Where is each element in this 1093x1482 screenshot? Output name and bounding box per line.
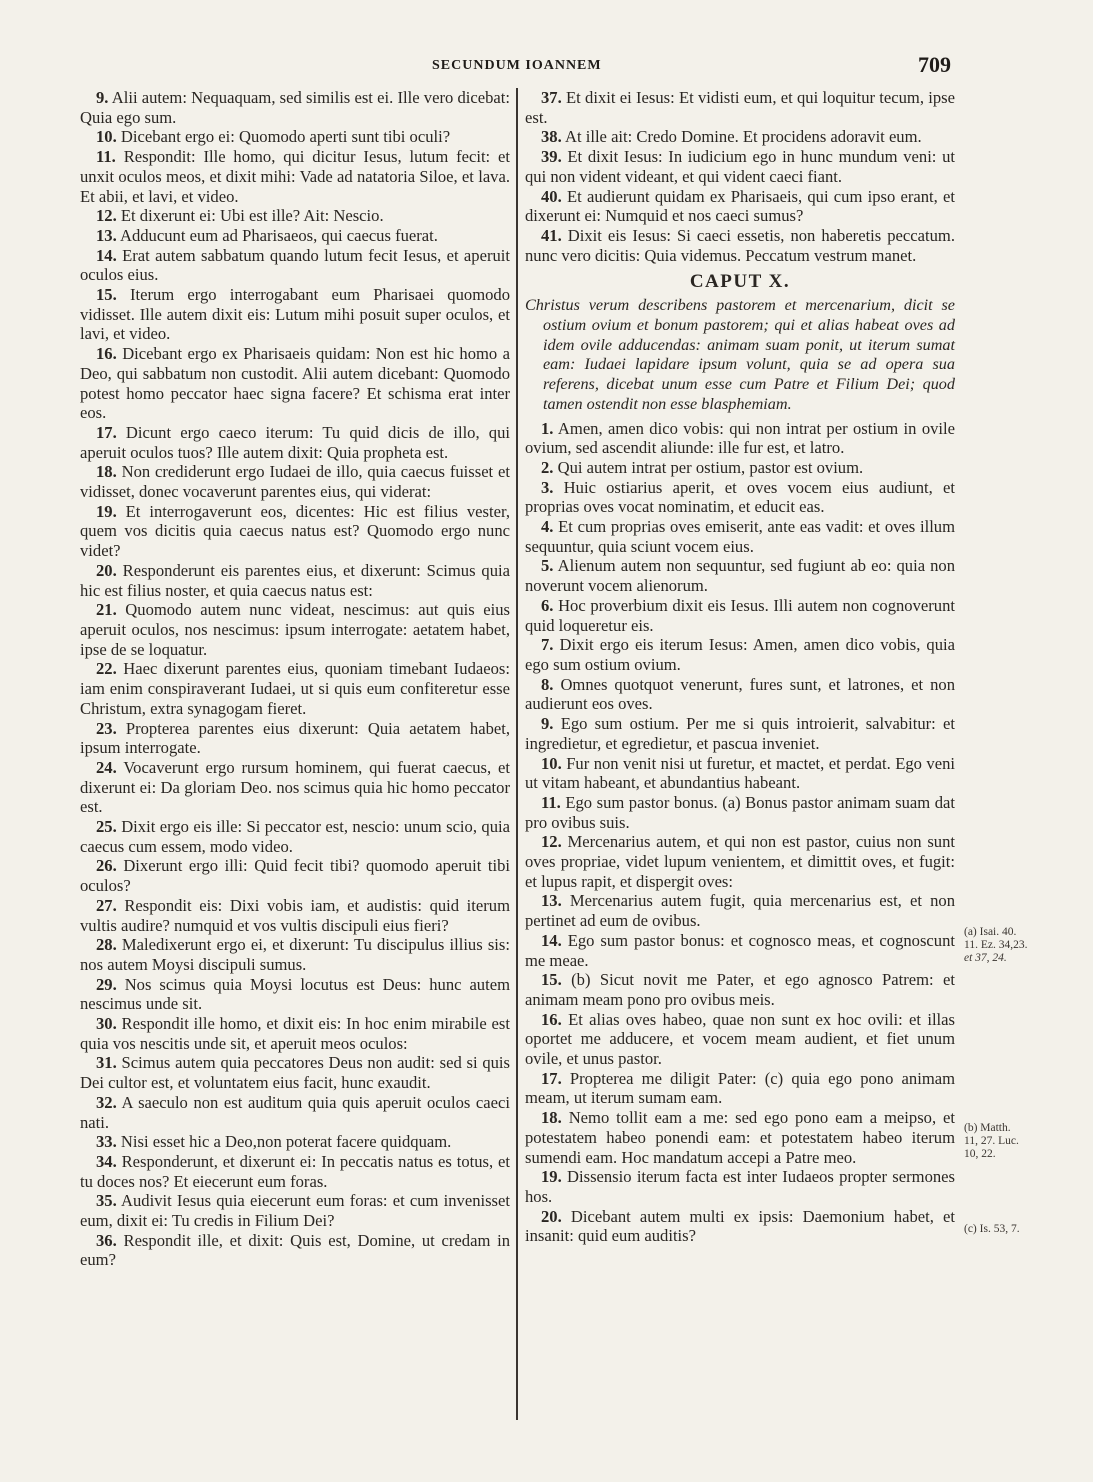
verse-number: 33.	[96, 1132, 117, 1152]
verse-number: 37.	[541, 88, 562, 107]
verse-number: 38.	[541, 127, 562, 147]
verse	[80, 285, 510, 344]
verse	[525, 1010, 955, 1069]
verse-number: 10.	[96, 127, 117, 147]
verse	[80, 856, 510, 895]
verse-text: Alienum autem non sequuntur, sed fugiunt ab eo: quia non noverunt vocem alienorum.	[525, 556, 956, 596]
verse-number: 11.	[541, 792, 561, 812]
verse-text: Qui autem intrat per ostium, pastor est ovium.	[557, 457, 864, 477]
verse	[525, 458, 955, 478]
verse-text: Adducunt eum ad Pharisaeos, qui caecus fuerat.	[119, 225, 438, 245]
verse	[525, 931, 955, 970]
verse-number: 8.	[541, 674, 554, 694]
verse-text: Maledixerunt ergo ei, et dixerunt: Tu discipulus illius sis: nos autem Moysi discipuli sumus.	[80, 935, 510, 974]
verse-text: Respondit: Ille homo, qui dicitur Iesus, lutum fecit: et unxit oculos meos, et dixit mihi: Vade ad natatoria Siloe, et lava. Et abii, et lavi, et video.	[80, 147, 510, 206]
verse-text: Dicebant autem multi ex ipsis: Daemonium habet, et insanit: quid eum auditis?	[525, 1206, 955, 1246]
verse	[80, 817, 510, 856]
verse-text: Dixit ergo eis ille: Si peccator est, nescio: unum scio, quia caecus cum essem, modo video.	[80, 817, 510, 856]
verse	[80, 226, 510, 246]
verse-number: 19.	[96, 501, 117, 521]
verse-text: Hoc proverbium dixit eis Iesus. Illi autem non cognoverunt quid loqueretur eis.	[525, 595, 955, 635]
verse-number: 20.	[96, 560, 117, 580]
verse-number: 11.	[96, 147, 116, 167]
verse-number: 1.	[541, 418, 554, 438]
verse	[80, 600, 510, 659]
margin-note-a	[964, 926, 1056, 965]
verse-number: 22.	[96, 659, 117, 679]
verse-text: Ego sum ostium. Per me si quis introierit, salvabitur: et ingredietur, et egredietur, et pascua inveniet.	[525, 714, 955, 753]
verses-chapter-ix-end	[525, 88, 955, 265]
verse-number: 16.	[96, 344, 117, 364]
verse-number: 40.	[541, 186, 562, 206]
verse	[525, 970, 955, 1009]
verse-number: 6.	[541, 595, 554, 615]
verse	[525, 147, 955, 186]
verse	[525, 891, 955, 930]
verse	[80, 246, 510, 285]
verse-number: 31.	[96, 1053, 117, 1073]
verse	[80, 344, 510, 423]
verse	[80, 1132, 510, 1152]
margin-note-line: 11. Ez. 34,23.	[964, 939, 1028, 951]
verse-text: Et interrogaverunt eos, dicentes: Hic est filius vester, quem vos dicitis quia caecus natus est? Quomodo ergo nunc videt?	[80, 501, 510, 561]
page-number: 709	[918, 52, 951, 77]
verse	[80, 147, 510, 206]
verse-number: 2.	[541, 457, 554, 477]
verse	[525, 754, 955, 793]
verse-text: Respondit ille, et dixit: Quis est, Domine, ut credam in eum?	[80, 1230, 510, 1270]
verse	[80, 1152, 510, 1191]
margin-note-line: 11, 27. Luc.	[964, 1135, 1019, 1147]
verse	[525, 517, 955, 556]
chapter-title: CAPUT X.	[689, 271, 791, 293]
verse	[525, 714, 955, 753]
verse-number: 12.	[541, 832, 562, 852]
verse-text: Dixerunt ergo illi: Quid fecit tibi? quomodo aperuit tibi oculos?	[80, 856, 511, 896]
verse-number: 28.	[96, 935, 117, 955]
verse-text: Et alias oves habeo, quae non sunt ex hoc ovili: et illas oportet me adducere, et vocem meam audient, et fiet unum ovile, et unus pastor.	[525, 1009, 955, 1069]
verse	[525, 419, 955, 458]
verse-text: Et audierunt quidam ex Pharisaeis, qui cum ipso erant, et dixerunt ei: Numquid et nos caeci sumus?	[525, 186, 955, 226]
verse	[80, 1093, 510, 1132]
margin-note-line: 10, 22.	[964, 1148, 996, 1160]
verse	[80, 896, 510, 935]
verse	[80, 127, 510, 147]
verse	[525, 1108, 955, 1167]
verse-text: Iterum ergo interrogabant eum Pharisaei quomodo vidisset. Ille autem dixit eis: Lutum mihi posuit super oculos, et lavi, et video.	[80, 285, 510, 344]
verse	[80, 1014, 510, 1053]
verse-text: Propterea parentes eius dixerunt: Quia aetatem habet, ipsum interrogate.	[80, 718, 510, 758]
verse-text: Dixit eis Iesus: Si caeci essetis, non haberetis peccatum. nunc vero dicitis: Quia videmus. Peccatum vestrum manet.	[525, 225, 955, 265]
verse	[80, 206, 510, 226]
verse-text: Dicebant ergo ei: Quomodo aperti sunt tibi oculi?	[120, 127, 451, 147]
margin-note-line: (a) Isai. 40.	[964, 926, 1017, 938]
verse-text: Dicunt ergo caeco iterum: Tu quid dicis de illo, qui aperuit oculos tuos? Ille autem dixit: Quia propheta est.	[80, 422, 510, 462]
verse-text: Alii autem: Nequaquam, sed similis est ei. Ille vero dicebat: Quia ego sum.	[80, 88, 510, 127]
verse-number: 32.	[96, 1092, 117, 1112]
verse-number: 39.	[541, 147, 562, 167]
verse	[525, 1069, 955, 1108]
verse-text: Et dixit Iesus: In iudicium ego in hunc mundum veni: ut qui non vident videant, et qui vident caeci fiant.	[525, 147, 955, 186]
verse-text: Propterea me diligit Pater: (c) quia ego pono animam meam, ut iterum sumam eam.	[525, 1068, 955, 1108]
verse-number: 14.	[96, 245, 117, 265]
verse	[525, 793, 955, 832]
verse-number: 9.	[96, 88, 109, 107]
verse-text: Amen, amen dico vobis: qui non intrat per ostium in ovile ovium, sed ascendit aliunde: ille fur est, et latro.	[525, 418, 956, 458]
verse	[80, 502, 510, 561]
verse	[525, 478, 955, 517]
verse-text: At ille ait: Credo Domine. Et procidens adoravit eum.	[564, 127, 922, 147]
verse-text: Non crediderunt ergo Iudaei de illo, quia caecus fuisset et vidisset, donec vocaverunt parentes eius, qui viderat:	[80, 462, 510, 502]
verse-text: Et cum proprias oves emiserit, ante eas vadit: et oves illum sequuntur, quia sciunt vocem eius.	[525, 517, 956, 556]
verse-text: Huic ostiarius aperit, et oves vocem eius audiunt, et proprias oves vocat nominatim, et educit eas.	[525, 477, 955, 517]
verse-number: 23.	[96, 718, 117, 738]
margin-note-b	[964, 1122, 1056, 1161]
verse-text: Et dixit ei Iesus: Et vidisti eum, et qui loquitur tecum, ipse est.	[525, 88, 955, 127]
column-divider	[516, 88, 518, 1420]
verse-number: 12.	[96, 206, 117, 226]
verse-text: Scimus autem quia peccatores Deus non audit: sed si quis Dei cultor est, et voluntatem eius facit, hunc exaudit.	[80, 1053, 510, 1093]
verse-text: Vocaverunt ergo rursum hominem, qui fuerat caecus, et dixerunt ei: Da gloriam Deo. nos scimus quia hic homo peccator est.	[80, 757, 510, 817]
margin-note-line: (b) Matth.	[964, 1122, 1011, 1134]
verse-number: 5.	[541, 556, 554, 576]
verse-text: Mercenarius autem, et qui non est pastor, cuius non sunt oves propriae, videt lupum venientem, et dimittit oves, et fugit: et lupus rapit, et dispergit oves:	[525, 832, 955, 891]
verse	[80, 561, 510, 600]
verse-text: Responderunt eis parentes eius, et dixerunt: Scimus quia hic est filius noster, et quia caecus natus est:	[80, 560, 510, 600]
verse	[80, 719, 510, 758]
verse	[80, 88, 510, 127]
verse-text: A saeculo non est auditum quia quis aperuit oculos caeci nati.	[80, 1092, 510, 1132]
verse-text: Dissensio iterum facta est inter Iudaeos propter sermones hos.	[525, 1167, 955, 1206]
verse-text: Nos scimus quia Moysi locutus est Deus: hunc autem nescimus unde sit.	[80, 974, 510, 1014]
verse	[80, 1053, 510, 1092]
verse-number: 25.	[96, 817, 117, 837]
verse-number: 34.	[96, 1151, 117, 1171]
left-column	[80, 88, 510, 1270]
verses-chapter-x	[525, 419, 955, 1247]
verse-number: 36.	[96, 1230, 117, 1250]
verse-number: 13.	[96, 225, 117, 245]
verse-number: 13.	[541, 891, 562, 911]
verse-number: 24.	[96, 757, 117, 777]
verse-number: 41.	[541, 225, 562, 245]
verse	[525, 1167, 955, 1206]
verse-number: 29.	[96, 974, 117, 994]
running-head: SECUNDUM IOANNEM	[432, 58, 602, 73]
verse	[525, 226, 955, 265]
verse	[525, 187, 955, 226]
verse-text: Erat autem sabbatum quando lutum fecit Iesus, et aperuit oculos eius.	[80, 245, 511, 285]
margin-note-line: (c) Is. 53, 7.	[964, 1223, 1020, 1235]
margin-note-c	[964, 1223, 1056, 1236]
verse-number: 30.	[96, 1014, 117, 1034]
verse-number: 17.	[96, 422, 117, 442]
verse	[80, 423, 510, 462]
verse-text: Dicebant ergo ex Pharisaeis quidam: Non est hic homo a Deo, qui sabbatum non custodit. Alii autem dicebant: Quomodo potest homo peccator haec signa facere? Et schisma erat inter eos.	[80, 344, 511, 423]
verse-number: 15.	[541, 970, 562, 990]
verse-text: Haec dixerunt parentes eius, quoniam timebant Iudaeos: iam enim conspiraverant Iudaei, ut si quis eum confiteretur esse Christum, extra synagogam fieret.	[80, 659, 510, 718]
verse-text: Nisi esset hic a Deo,non poterat facere quidquam.	[120, 1132, 452, 1152]
verse-text: Et dixerunt ei: Ubi est ille? Ait: Nescio.	[120, 206, 384, 226]
verse	[525, 1207, 955, 1246]
verse	[80, 1191, 510, 1230]
verse	[80, 975, 510, 1014]
verse-number: 18.	[96, 462, 117, 482]
verse	[80, 935, 510, 974]
verse-text: Nemo tollit eam a me: sed ego pono eam a meipso, et potestatem habeo ponendi eam: et potestatem habeo iterum sumendi eam. Hoc mandatum accepi a Patre meo.	[525, 1108, 955, 1167]
verse	[525, 675, 955, 714]
verse-number: 19.	[541, 1167, 562, 1187]
chapter-summary: Christus verum describens pastorem et mercenarium, dicit se ostium ovium et bonum pastorem; qui et alias habeat oves ad idem ovile adducendas: animam suam ponit, ut iterum sumat eam: Iudaei lapidare ipsum volunt, quia se ad opera sua referens, dicebat unum esse cum Patre et Filium Dei; quod tamen ostendit non esse blasphemiam.	[525, 296, 955, 413]
verse-text: (b) Sicut novit me Pater, et ego agnosco Patrem: et animam meam pono pro ovibus meis.	[525, 970, 956, 1009]
verse-number: 15.	[96, 285, 117, 305]
verse	[80, 758, 510, 817]
verse	[80, 462, 510, 501]
verse	[525, 556, 955, 595]
margin-note-line: et 37, 24.	[964, 952, 1007, 964]
verse-number: 9.	[541, 714, 554, 734]
verse-number: 16.	[541, 1009, 562, 1029]
verse-text: Quomodo autem nunc videat, nescimus: aut quis eius aperuit oculos, nos nescimus: ipsum interrogate: aetatem habet, ipse de se loquatur.	[80, 600, 510, 659]
verse-text: Respondit ille homo, et dixit eis: In hoc enim mirabile est quia vos nescitis unde sit, et aperuit meos oculos:	[80, 1014, 510, 1053]
right-column	[525, 88, 955, 1246]
verse-text: Responderunt, et dixerunt ei: In peccatis natus es totus, et tu doces nos? Et eiecerunt eum foras.	[80, 1151, 510, 1191]
verse-text: Respondit eis: Dixi vobis iam, et audistis: quid iterum vultis audire? numquid et vos vultis discipuli eius fieri?	[80, 895, 510, 935]
verse-text: Ego sum pastor bonus. (a) Bonus pastor animam suam dat pro ovibus suis.	[525, 792, 955, 832]
verse-text: Mercenarius autem fugit, quia mercenarius est, et non pertinet ad eum de ovibus.	[525, 891, 955, 931]
verse-number: 35.	[96, 1191, 117, 1211]
verse	[525, 596, 955, 635]
verse-number: 27.	[96, 895, 117, 915]
verse-number: 20.	[541, 1206, 562, 1226]
verse	[525, 635, 955, 674]
verse-number: 3.	[541, 477, 554, 497]
verse-number: 18.	[541, 1108, 562, 1128]
verse-number: 4.	[541, 517, 554, 537]
verse-text: Ego sum pastor bonus: et cognosco meas, et cognoscunt me meae.	[525, 930, 955, 970]
verse-number: 10.	[541, 753, 562, 773]
verse-text: Omnes quotquot venerunt, fures sunt, et latrones, et non audierunt eos oves.	[525, 674, 955, 714]
verse-text: Dixit ergo eis iterum Iesus: Amen, amen dico vobis, quia ego sum ostium ovium.	[525, 635, 956, 674]
verse-number: 26.	[96, 856, 117, 876]
verse-text: Fur non venit nisi ut furetur, et mactet, et perdat. Ego veni ut vitam habeant, et abundantius habeant.	[525, 753, 955, 793]
verse-number: 14.	[541, 930, 562, 950]
verse	[80, 659, 510, 718]
verse	[525, 832, 955, 891]
verse	[525, 127, 955, 147]
verse-text: Audivit Iesus quia eiecerunt eum foras: et cum invenisset eum, dixit ei: Tu credis in Filium Dei?	[80, 1191, 510, 1231]
verse	[80, 1231, 510, 1270]
verse-number: 17.	[541, 1068, 562, 1088]
verse-number: 21.	[96, 600, 117, 620]
verse	[525, 88, 955, 127]
verse-number: 7.	[541, 635, 554, 655]
